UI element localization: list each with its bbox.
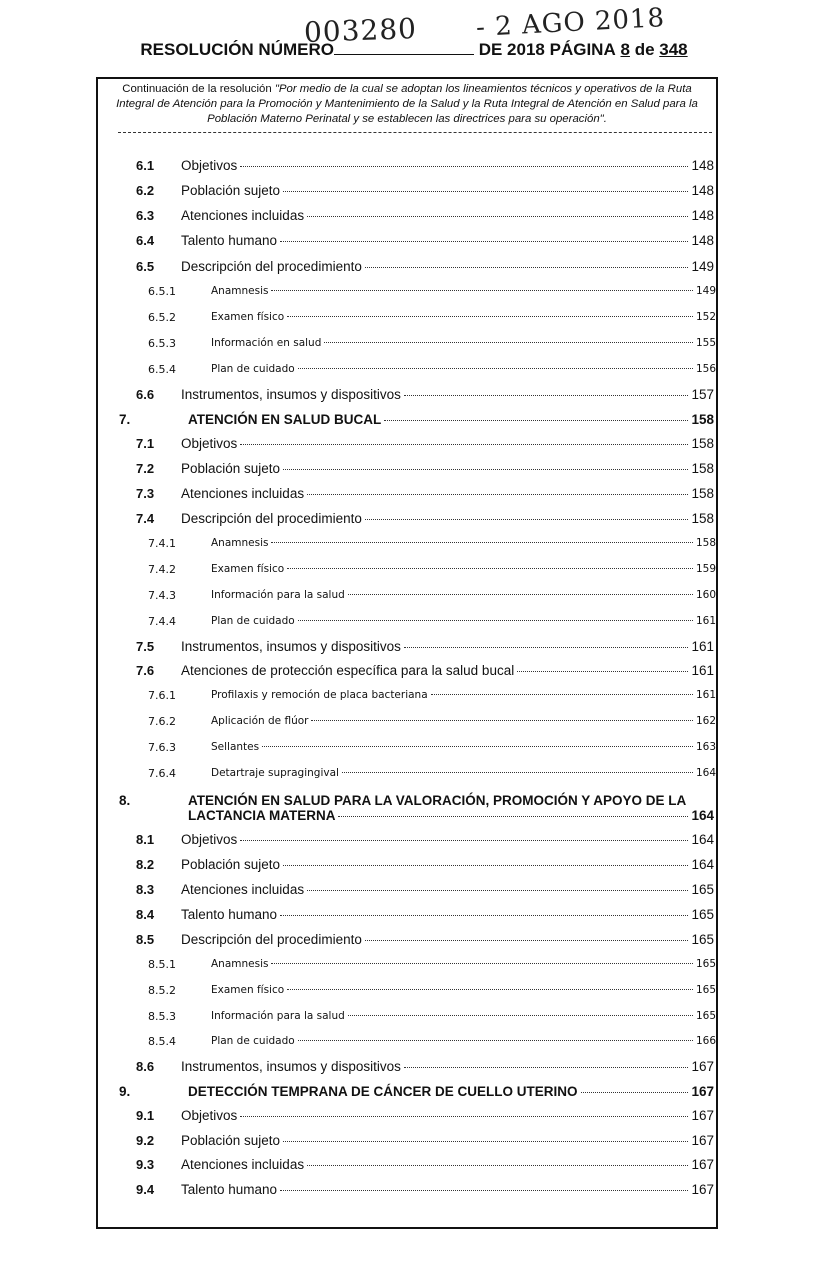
toc-entry: [211, 311, 716, 323]
toc-section-number: 6.3: [136, 208, 155, 223]
toc-row: [0, 461, 828, 479]
toc-entry: [181, 233, 714, 248]
toc-dot-leader: [307, 1165, 688, 1166]
toc-dot-leader: [384, 420, 688, 421]
toc-dot-leader: [240, 1116, 688, 1117]
toc-title: Plan de cuidado: [211, 1035, 295, 1047]
toc-dot-leader: [348, 594, 693, 595]
toc-title: Población sujeto: [181, 857, 281, 872]
toc-title: Talento humano: [181, 907, 278, 922]
toc-title: Examen físico: [211, 563, 285, 575]
toc-title: Población sujeto: [181, 461, 281, 476]
toc-entry: [211, 589, 716, 601]
toc-title: Objetivos: [181, 832, 238, 847]
toc-section-number: 9.3: [136, 1157, 155, 1172]
toc-entry: [181, 832, 714, 847]
toc-dot-leader: [365, 940, 689, 941]
toc-page-number: 165: [695, 1010, 716, 1022]
total-pages: 348: [659, 40, 688, 59]
toc-page-number: 157: [691, 387, 714, 402]
toc-dot-leader: [283, 865, 688, 866]
toc-dot-leader: [271, 963, 692, 964]
toc-title: Plan de cuidado: [211, 615, 295, 627]
toc-entry: [181, 1059, 714, 1074]
toc-dot-leader: [404, 647, 689, 648]
toc-section-number: 8.4: [136, 907, 155, 922]
toc-dot-leader: [287, 989, 693, 990]
toc-entry: [211, 715, 716, 727]
toc-row: [0, 285, 828, 303]
toc-page-number: 158: [695, 537, 716, 549]
toc-row: [0, 233, 828, 251]
toc-dot-leader: [283, 469, 688, 470]
toc-row: [0, 715, 828, 733]
toc-page-number: 167: [691, 1182, 714, 1197]
toc-dot-leader: [240, 840, 688, 841]
toc-dot-leader: [431, 694, 693, 695]
toc-row: [0, 639, 828, 657]
of-label: de: [634, 40, 655, 59]
toc-title: Objetivos: [181, 1108, 238, 1123]
toc-row: [0, 1084, 828, 1102]
toc-title: Descripción del procedimiento: [181, 259, 362, 274]
toc-page-number: 158: [691, 486, 714, 501]
toc-section-number: 6.5.3: [148, 337, 176, 350]
toc-row: [0, 436, 828, 454]
toc-section-number: 8.2: [136, 857, 155, 872]
toc-entry: [181, 857, 714, 872]
toc-section-number: 7.6.1: [148, 689, 176, 702]
toc-page-number: 167: [691, 1059, 714, 1074]
toc-entry: [181, 1157, 714, 1172]
toc-title: Descripción del procedimiento: [181, 511, 362, 526]
toc-row: [0, 882, 828, 900]
toc-page-number: 160: [695, 589, 716, 601]
toc-page-number: 156: [695, 363, 716, 375]
toc-title: Atenciones incluidas: [181, 1157, 305, 1172]
toc-title: Descripción del procedimiento: [181, 932, 362, 947]
toc-title: DETECCIÓN TEMPRANA DE CÁNCER DE CUELLO UTERINO: [188, 1084, 578, 1099]
toc-section-number: 7.4.3: [148, 589, 176, 602]
toc-page-number: 164: [691, 857, 714, 872]
toc-section-number: 7.4.2: [148, 563, 176, 576]
toc-section-number: 6.5.4: [148, 363, 176, 376]
toc-row: [0, 857, 828, 875]
toc-dot-leader: [280, 241, 688, 242]
toc-section-number: 7.6.2: [148, 715, 176, 728]
toc-dot-leader: [365, 519, 689, 520]
toc-entry: [211, 689, 716, 701]
toc-page-number: 165: [695, 958, 716, 970]
toc-page-number: 165: [691, 882, 714, 897]
toc-dot-leader: [338, 816, 688, 817]
toc-row: [0, 337, 828, 355]
toc-entry: [188, 412, 714, 427]
toc-page-number: 164: [695, 767, 716, 779]
toc-title: Atenciones de protección específica para la salud bucal: [181, 663, 515, 678]
handwritten-resolution-number: 003280: [303, 12, 418, 49]
toc-row: [0, 563, 828, 581]
toc-row: [0, 537, 828, 555]
toc-title: Talento humano: [181, 1182, 278, 1197]
toc-row: [0, 767, 828, 785]
toc-section-number: 7.6: [136, 663, 155, 678]
toc-page-number: 158: [691, 461, 714, 476]
toc-dot-leader: [298, 620, 693, 621]
toc-title: Instrumentos, insumos y dispositivos: [181, 387, 401, 402]
toc-section-number: 9.2: [136, 1133, 155, 1148]
toc-row: [0, 615, 828, 633]
toc-row: [0, 1059, 828, 1077]
toc-dot-leader: [271, 542, 692, 543]
toc-row: [0, 511, 828, 529]
page-number: 8: [620, 40, 630, 59]
toc-section-number: 6.6: [136, 387, 155, 402]
toc-section-number: 9.4: [136, 1182, 155, 1197]
toc-page-number: 158: [691, 412, 714, 427]
toc-section-number: 6.5.1: [148, 285, 176, 298]
toc-row: [0, 1182, 828, 1200]
toc-row: [0, 689, 828, 707]
toc-row: [0, 984, 828, 1002]
toc-section-number: 6.4: [136, 233, 155, 248]
toc-entry: [181, 208, 714, 223]
toc-dot-leader: [298, 368, 693, 369]
toc-row: [0, 958, 828, 976]
handwritten-date-stamp: - 2 AGO 2018: [475, 3, 666, 43]
toc-entry: [181, 907, 714, 922]
toc-page-number: 148: [691, 208, 714, 223]
resolution-year: DE 2018: [478, 40, 545, 59]
toc-page-number: 163: [695, 741, 716, 753]
toc-title: ATENCIÓN EN SALUD BUCAL: [188, 412, 382, 427]
toc-entry: [211, 363, 716, 375]
toc-dot-leader: [307, 216, 688, 217]
toc-entry: [211, 537, 716, 549]
toc-row: [0, 208, 828, 226]
toc-row: [0, 1133, 828, 1151]
toc-page-number: 149: [695, 285, 716, 297]
toc-dot-leader: [283, 1141, 688, 1142]
toc-entry: [211, 337, 716, 349]
toc-title: Atenciones incluidas: [181, 486, 305, 501]
toc-entry: [181, 461, 714, 476]
toc-section-number: 6.5.2: [148, 311, 176, 324]
toc-dot-leader: [342, 772, 693, 773]
toc-row: [0, 832, 828, 850]
toc-title: Talento humano: [181, 233, 278, 248]
toc-dot-leader: [298, 1040, 693, 1041]
toc-section-number: 8.5.3: [148, 1010, 176, 1023]
toc-entry: [211, 741, 716, 753]
toc-section-number: 7.6.4: [148, 767, 176, 780]
toc-page-number: 161: [691, 663, 714, 678]
toc-section-number: 8.5.4: [148, 1035, 176, 1048]
toc-entry: [181, 1182, 714, 1197]
toc-row: [0, 663, 828, 681]
toc-entry: [181, 663, 714, 678]
toc-dot-leader: [240, 166, 688, 167]
toc-section-number: 7.6.3: [148, 741, 176, 754]
toc-page-number: 159: [695, 563, 716, 575]
toc-entry: [211, 285, 716, 297]
toc-section-number: 7.4.1: [148, 537, 176, 550]
toc-dot-leader: [287, 316, 693, 317]
toc-row: [0, 412, 828, 430]
toc-page-number: 161: [695, 615, 716, 627]
toc-row: [0, 907, 828, 925]
toc-section-number: 8.1: [136, 832, 155, 847]
toc-row: [0, 486, 828, 504]
toc-dot-leader: [287, 568, 693, 569]
toc-page-number: 167: [691, 1157, 714, 1172]
toc-title: Examen físico: [211, 311, 285, 323]
page-label: PÁGINA: [549, 40, 616, 59]
toc-page-number: 167: [691, 1133, 714, 1148]
toc-title: Atenciones incluidas: [181, 882, 305, 897]
toc-row: [0, 183, 828, 201]
toc-page-number: 155: [695, 337, 716, 349]
toc-dot-leader: [307, 494, 688, 495]
toc-entry: [181, 1108, 714, 1123]
toc-row: [0, 793, 828, 823]
toc-entry: [181, 1133, 714, 1148]
toc-section-number: 6.5: [136, 259, 155, 274]
toc-section-number: 6.2: [136, 183, 155, 198]
toc-page-number: 149: [691, 259, 714, 274]
toc-entry: [181, 486, 714, 501]
toc-page-number: 164: [691, 832, 714, 847]
toc-page-number: 148: [691, 233, 714, 248]
toc-dot-leader: [581, 1092, 689, 1093]
toc-section-number: 7.: [119, 412, 131, 427]
toc-page-number: 148: [691, 158, 714, 173]
toc-dot-leader: [283, 191, 688, 192]
toc-dot-leader: [307, 890, 688, 891]
toc-title: Objetivos: [181, 158, 238, 173]
toc-row: [0, 1108, 828, 1126]
toc-title: Detartraje supragingival: [211, 767, 339, 779]
toc-title: Sellantes: [211, 741, 260, 753]
toc-entry: [181, 882, 714, 897]
toc-section-number: 7.3: [136, 486, 155, 501]
toc-page-number: 167: [691, 1108, 714, 1123]
toc-entry: [211, 615, 716, 627]
resolution-label: RESOLUCIÓN NÚMERO: [140, 40, 334, 59]
toc-section-number: 8.5.1: [148, 958, 176, 971]
toc-row: [0, 259, 828, 277]
toc-section-number: 7.4: [136, 511, 155, 526]
toc-title: Examen físico: [211, 984, 285, 996]
toc-dot-leader: [271, 290, 692, 291]
toc-title: Población sujeto: [181, 1133, 281, 1148]
toc-entry: [211, 1035, 716, 1047]
toc-section-number: 9.: [119, 1084, 131, 1099]
toc-entry: [181, 158, 714, 173]
toc-dot-leader: [240, 444, 688, 445]
toc-entry: [188, 1084, 714, 1099]
toc-title: LACTANCIA MATERNA: [188, 808, 336, 823]
toc-page-number: 162: [695, 715, 716, 727]
toc-title: Profilaxis y remoción de placa bacteriana: [211, 689, 428, 701]
toc-entry: [211, 767, 716, 779]
continuation-lead: Continuación de la resolución: [122, 83, 272, 95]
toc-entry: [181, 259, 714, 274]
toc-title: Información para la salud: [211, 1010, 345, 1022]
toc-title: Anamnesis: [211, 537, 269, 549]
toc-entry: [181, 436, 714, 451]
toc-title: Objetivos: [181, 436, 238, 451]
toc-dot-leader: [262, 746, 693, 747]
toc-entry: [188, 808, 714, 823]
toc-row: [0, 741, 828, 759]
toc-section-number: 7.1: [136, 436, 155, 451]
toc-page-number: 161: [695, 689, 716, 701]
toc-entry: [181, 183, 714, 198]
resolution-quote: "Por medio de la cual se adoptan los lineamientos técnicos y operativos de la Ruta Integral de Atención para la Promoción y Mantenimiento de la Salud y la Ruta Integral de Atención en Salud para la Población Materno Perinatal y se establecen las directrices para su operación".: [116, 83, 698, 125]
toc-dot-leader: [324, 342, 693, 343]
toc-title-line1: ATENCIÓN EN SALUD PARA LA VALORACIÓN, PROMOCIÓN Y APOYO DE LA: [188, 793, 687, 808]
toc-title: Instrumentos, insumos y dispositivos: [181, 639, 401, 654]
toc-page-number: 158: [691, 436, 714, 451]
toc-title: Plan de cuidado: [211, 363, 295, 375]
toc-dot-leader: [311, 720, 692, 721]
toc-row: [0, 158, 828, 176]
toc-entry: [211, 563, 716, 575]
toc-dot-leader: [280, 1190, 688, 1191]
toc-row: [0, 1010, 828, 1028]
toc-dot-leader: [517, 671, 688, 672]
toc-dot-leader: [348, 1015, 693, 1016]
toc-section-number: 8.3: [136, 882, 155, 897]
toc-section-number: 8.6: [136, 1059, 155, 1074]
toc-page-number: 165: [695, 984, 716, 996]
toc-page-number: 161: [691, 639, 714, 654]
toc-entry: [181, 639, 714, 654]
toc-title: Atenciones incluidas: [181, 208, 305, 223]
toc-title: Información para la salud: [211, 589, 345, 601]
toc-row: [0, 311, 828, 329]
toc-page-number: 148: [691, 183, 714, 198]
toc-title: Información en salud: [211, 337, 322, 349]
toc-section-number: 8.5.2: [148, 984, 176, 997]
toc-page-number: 152: [695, 311, 716, 323]
toc-row: [0, 1157, 828, 1175]
toc-entry: [211, 1010, 716, 1022]
toc-page-number: 167: [691, 1084, 714, 1099]
toc-page-number: 165: [691, 932, 714, 947]
toc-page-number: 158: [691, 511, 714, 526]
toc-title: Aplicación de flúor: [211, 715, 309, 727]
toc-page-number: 166: [695, 1035, 716, 1047]
toc-dot-leader: [404, 395, 689, 396]
toc-entry: [181, 932, 714, 947]
toc-title: Anamnesis: [211, 958, 269, 970]
toc-section-number: 7.4.4: [148, 615, 176, 628]
toc-row: [0, 589, 828, 607]
toc-entry: [211, 958, 716, 970]
toc-section-number: 9.1: [136, 1108, 155, 1123]
toc-page-number: 165: [691, 907, 714, 922]
toc-entry: [211, 984, 716, 996]
toc-section-number: 6.1: [136, 158, 155, 173]
toc-row: [0, 932, 828, 950]
toc-dot-leader: [404, 1067, 689, 1068]
toc-section-number: 8.5: [136, 932, 155, 947]
toc-row: [0, 387, 828, 405]
toc-dot-leader: [280, 915, 688, 916]
toc-section-number: 7.5: [136, 639, 155, 654]
toc-row: [0, 1035, 828, 1053]
toc-entry: [181, 511, 714, 526]
toc-section-number: 8.: [119, 793, 131, 808]
toc-title: Instrumentos, insumos y dispositivos: [181, 1059, 401, 1074]
toc-dot-leader: [365, 267, 689, 268]
toc-title: Población sujeto: [181, 183, 281, 198]
toc-section-number: 7.2: [136, 461, 155, 476]
toc-title: Anamnesis: [211, 285, 269, 297]
toc-row: [0, 363, 828, 381]
toc-entry: [181, 387, 714, 402]
toc-page-number: 164: [691, 808, 714, 823]
